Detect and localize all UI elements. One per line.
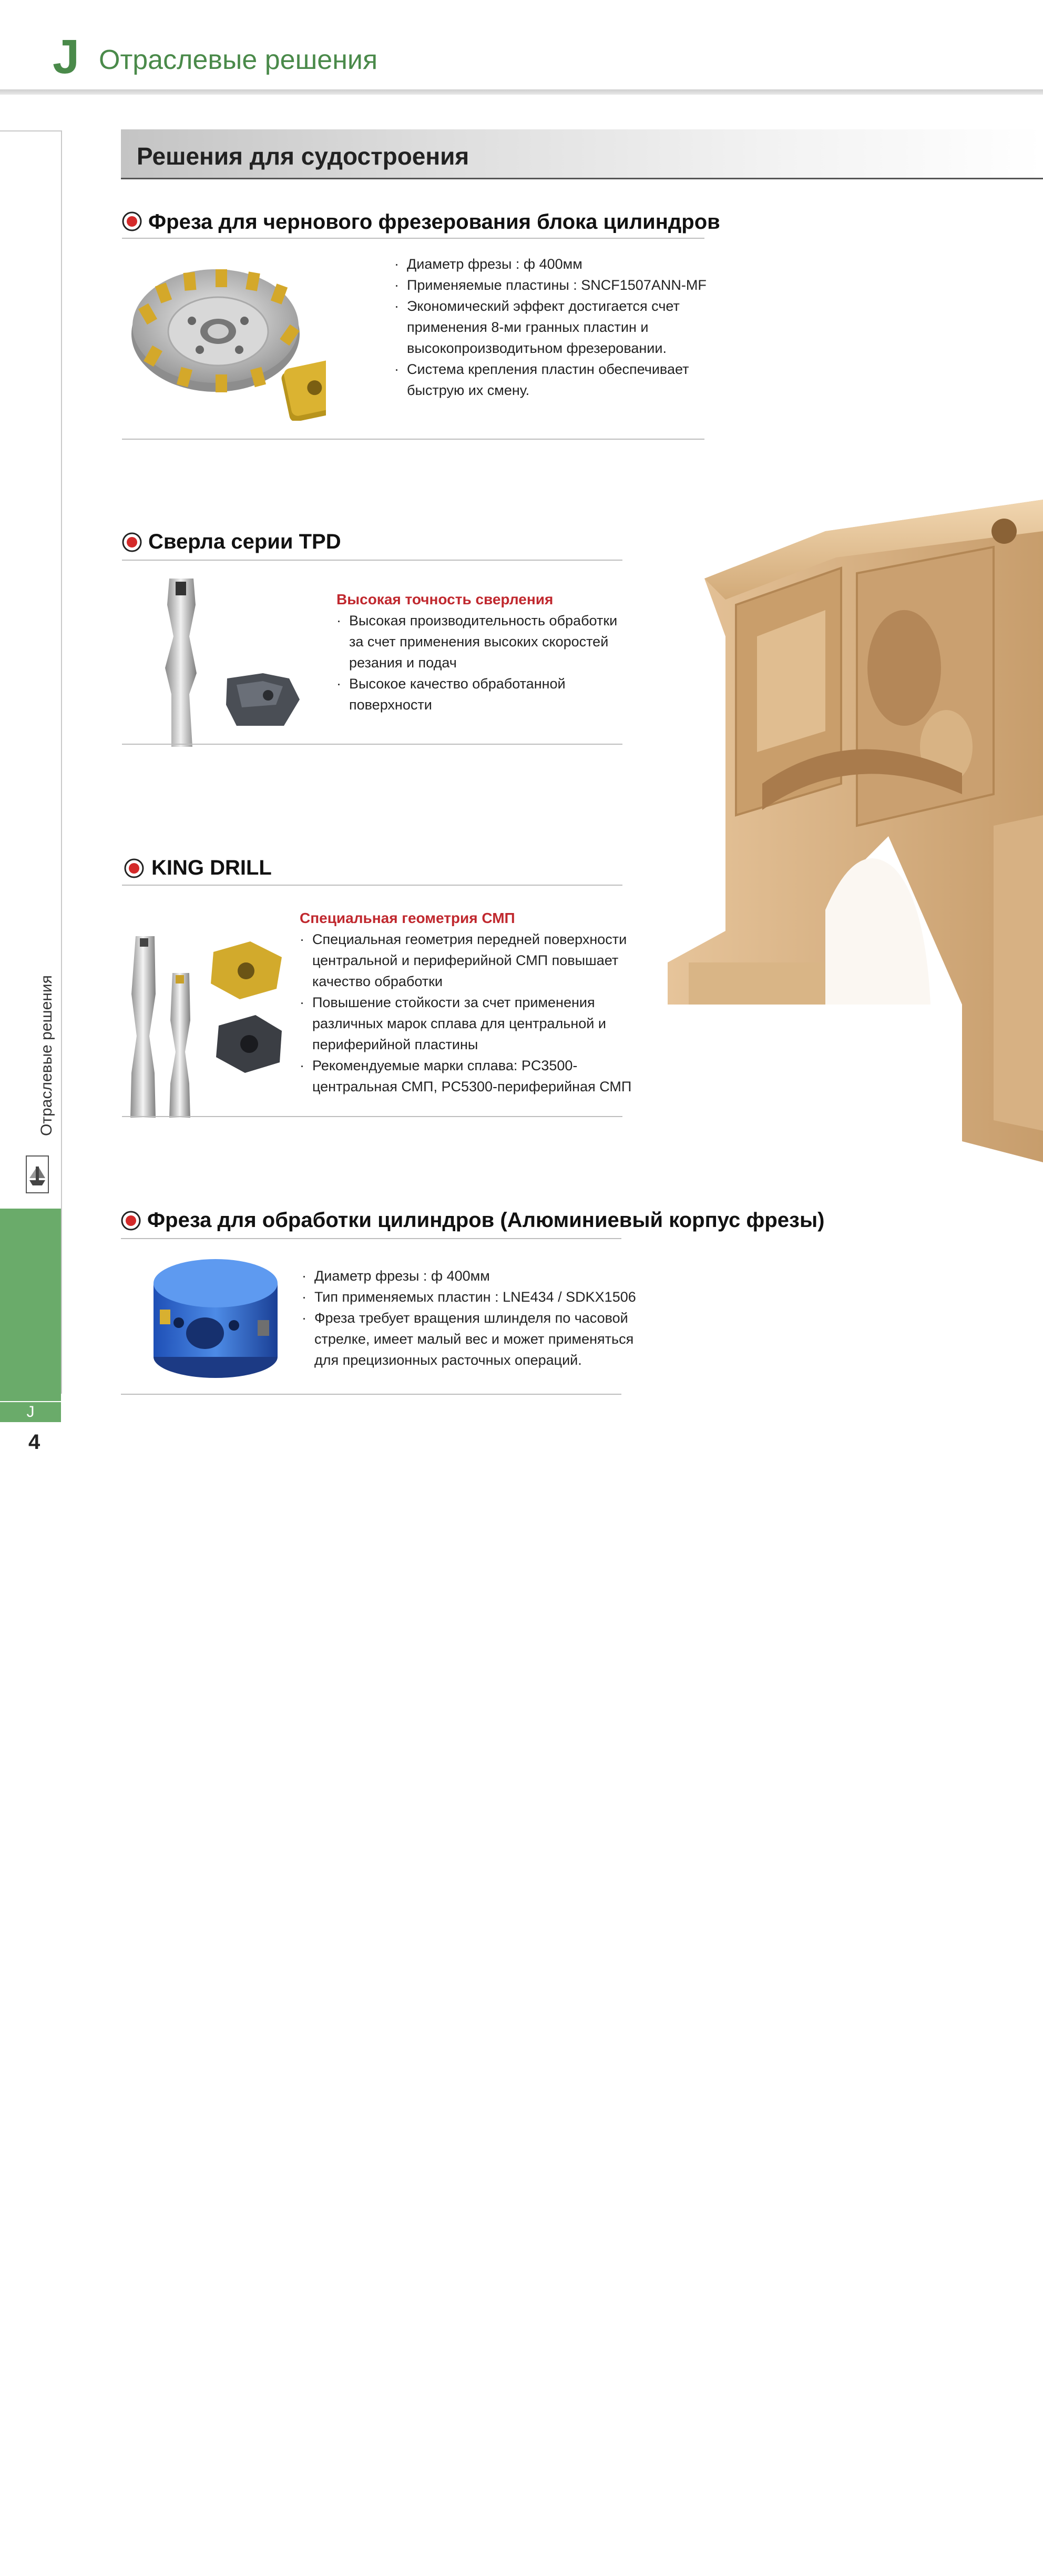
description-line: · Экономический эффект достигается счет bbox=[394, 296, 707, 317]
description-heading: Специальная геометрия СМП bbox=[300, 910, 515, 926]
product-description-cylinder-mill bbox=[302, 1265, 636, 1371]
description-heading: Высокая точность сверления bbox=[336, 591, 554, 607]
product-description-king-drill bbox=[300, 908, 631, 1097]
description-line: · Фреза требует вращения шлинделя по часовой bbox=[302, 1307, 636, 1328]
sidebar-chapter-letter: J bbox=[0, 1402, 61, 1422]
sidebar-chapter-label-line2: решения bbox=[37, 2465, 62, 2561]
product-title-cylinder-mill: Фреза для обработки цилиндров (Алюминиевый корпус фрезы) bbox=[147, 1209, 825, 1232]
chapter-letter: J bbox=[53, 30, 80, 84]
description-line: · Система крепления пластин обеспечивает bbox=[394, 359, 707, 380]
description-line-continued: поверхности bbox=[349, 697, 432, 713]
aluminium-body-mill-image bbox=[147, 1246, 284, 1383]
description-line-continued: для прецизионных расточных операций. bbox=[314, 1352, 582, 1368]
description-line-continued: быструю их смену. bbox=[407, 382, 530, 398]
product-title-rough-milling: Фреза для чернового фрезерования блока цилиндров bbox=[148, 210, 720, 234]
description-line: · Высокое качество обработанной bbox=[336, 673, 617, 694]
red-target-bullet-icon bbox=[121, 1211, 141, 1231]
description-line-continued: применения 8-ми гранных пластин и bbox=[407, 319, 649, 335]
sidebar-chapter-label-line1: Отраслевые bbox=[14, 2439, 38, 2576]
product-divider bbox=[122, 1116, 622, 1117]
description-line-continued: качество обработки bbox=[312, 973, 443, 989]
description-line: · Высокая производительность обработки bbox=[336, 610, 617, 631]
description-line-continued: стрелке, имеет малый вес и может применяться bbox=[314, 1331, 634, 1347]
description-line: · Повышение стойкости за счет применения bbox=[300, 992, 631, 1013]
page-number: 4 bbox=[28, 1431, 40, 1454]
chapter-title: Отраслевые решения bbox=[99, 45, 378, 75]
product-divider bbox=[122, 439, 704, 440]
ship-logo-icon bbox=[25, 1155, 49, 1194]
description-line: · Специальная геометрия передней поверхности bbox=[300, 929, 631, 950]
description-line: · Применяемые пластины : SNCF1507ANN-MF bbox=[394, 275, 707, 296]
tpd-drill-image bbox=[158, 573, 331, 747]
header-divider bbox=[0, 89, 1043, 95]
product-description-tpd-drill bbox=[336, 589, 617, 715]
description-line: · Рекомендуемые марки сплава: PC3500- bbox=[300, 1055, 631, 1076]
product-divider bbox=[121, 1394, 621, 1395]
red-target-bullet-icon bbox=[124, 858, 144, 878]
red-target-bullet-icon bbox=[122, 211, 142, 231]
description-line: · Диаметр фрезы : ф 400мм bbox=[302, 1265, 636, 1286]
product-divider bbox=[122, 885, 622, 886]
product-title-tpd-drill: Сверла серии TPD bbox=[148, 530, 341, 553]
sidebar-chapter-label bbox=[15, 2439, 61, 2576]
description-line-continued: центральной и периферийной СМП повышает bbox=[312, 952, 619, 968]
description-line: · Тип применяемых пластин : LNE434 / SDKX1506 bbox=[302, 1286, 636, 1307]
product-description-rough-milling bbox=[394, 253, 707, 401]
section-banner bbox=[121, 129, 1043, 179]
sidebar-section-label: Отраслевые решения bbox=[38, 975, 55, 1136]
engine-block-image bbox=[668, 500, 1043, 1162]
sidebar-chapter-tab[interactable] bbox=[0, 1209, 62, 2576]
description-line-continued: резания и подач bbox=[349, 655, 457, 671]
description-line-continued: различных марок сплава для центральной и bbox=[312, 1016, 606, 1031]
product-divider bbox=[121, 1238, 621, 1239]
product-divider bbox=[122, 238, 704, 239]
section-title: Решения для судостроения bbox=[137, 143, 469, 170]
description-line: · Диаметр фрезы : ф 400мм bbox=[394, 253, 707, 275]
face-mill-image bbox=[126, 247, 326, 421]
description-line-continued: высокопроизводитьном фрезеровании. bbox=[407, 340, 667, 356]
product-divider bbox=[122, 560, 622, 561]
sidebar-frame bbox=[0, 130, 62, 1394]
product-divider bbox=[122, 744, 622, 745]
description-line-continued: центральная СМП, PC5300-периферийная СМП bbox=[312, 1079, 632, 1094]
description-line-continued: за счет применения высоких скоростей bbox=[349, 634, 609, 650]
product-title-king-drill: KING DRILL bbox=[151, 856, 272, 879]
description-line-continued: периферийной пластины bbox=[312, 1037, 478, 1052]
red-target-bullet-icon bbox=[122, 532, 142, 552]
king-drill-image bbox=[124, 931, 292, 1120]
